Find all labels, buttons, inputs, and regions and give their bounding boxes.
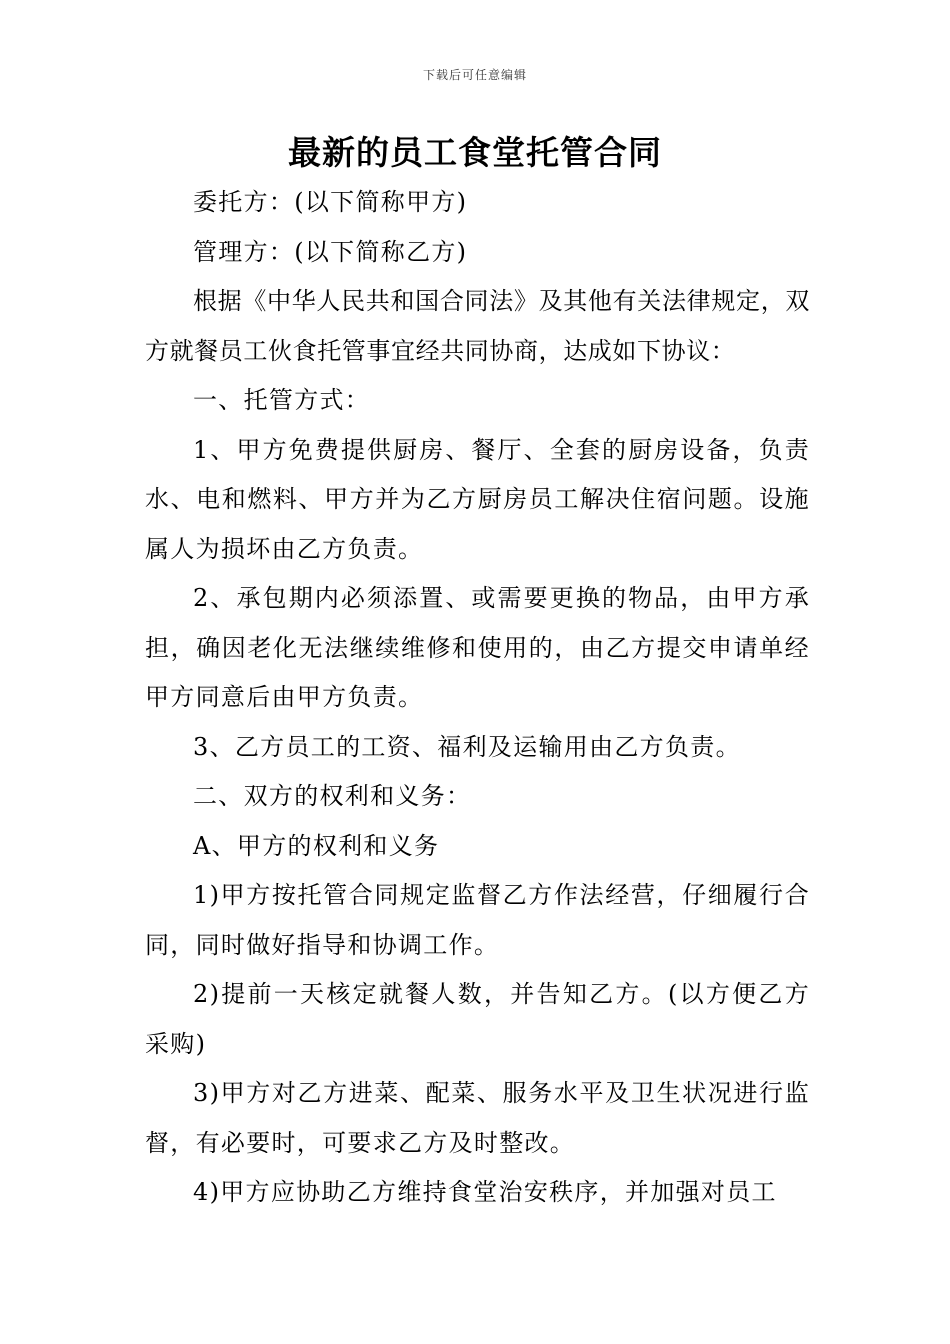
paragraph-item-3: 3)甲方对乙方进菜、配菜、服务水平及卫生状况进行监督，有必要时，可要求乙方及时整改。 bbox=[145, 1079, 810, 1157]
contract-body bbox=[145, 178, 810, 1218]
paragraph-preamble: 根据《中华人民共和国合同法》及其他有关法律规定，双方就餐员工伙食托管事宜经共同协商，达成如下协议： bbox=[145, 287, 810, 365]
paragraph-manager: 管理方：(以下简称乙方) bbox=[193, 237, 468, 266]
section-heading-method: 一、托管方式： bbox=[193, 386, 371, 414]
subsection-heading-party-a: A、甲方的权利和义务 bbox=[193, 831, 440, 860]
paragraph-clause-3: 3、乙方员工的工资、福利及运输用由乙方负责。 bbox=[193, 732, 741, 761]
paragraph-item-4: 4)甲方应协助乙方维持食堂治安秩序，并加强对员工 bbox=[193, 1178, 777, 1206]
section-heading-rights: 二、双方的权利和义务： bbox=[193, 782, 472, 810]
contract-title: 最新的员工食堂托管合同 bbox=[288, 133, 662, 172]
paragraph-clause-2: 2、承包期内必须添置、或需要更换的物品，由甲方承担，确因老化无法继续维修和使用的，由乙方提交申请单经甲方同意后由甲方负责。 bbox=[145, 584, 810, 711]
paragraph-client: 委托方：(以下简称甲方) bbox=[193, 188, 468, 216]
header-note: 下载后可任意编辑 bbox=[422, 68, 527, 82]
paragraph-item-1: 1)甲方按托管合同规定监督乙方作法经营，仔细履行合同，同时做好指导和协调工作。 bbox=[145, 881, 810, 959]
paragraph-item-2: 2)提前一天核定就餐人数，并告知乙方。(以方便乙方采购) bbox=[145, 980, 810, 1058]
paragraph-clause-1: 1、甲方免费提供厨房、餐厅、全套的厨房设备，负责水、电和燃料、甲方并为乙方厨房员工解决住宿问题。设施属人为损坏由乙方负责。 bbox=[145, 435, 810, 563]
